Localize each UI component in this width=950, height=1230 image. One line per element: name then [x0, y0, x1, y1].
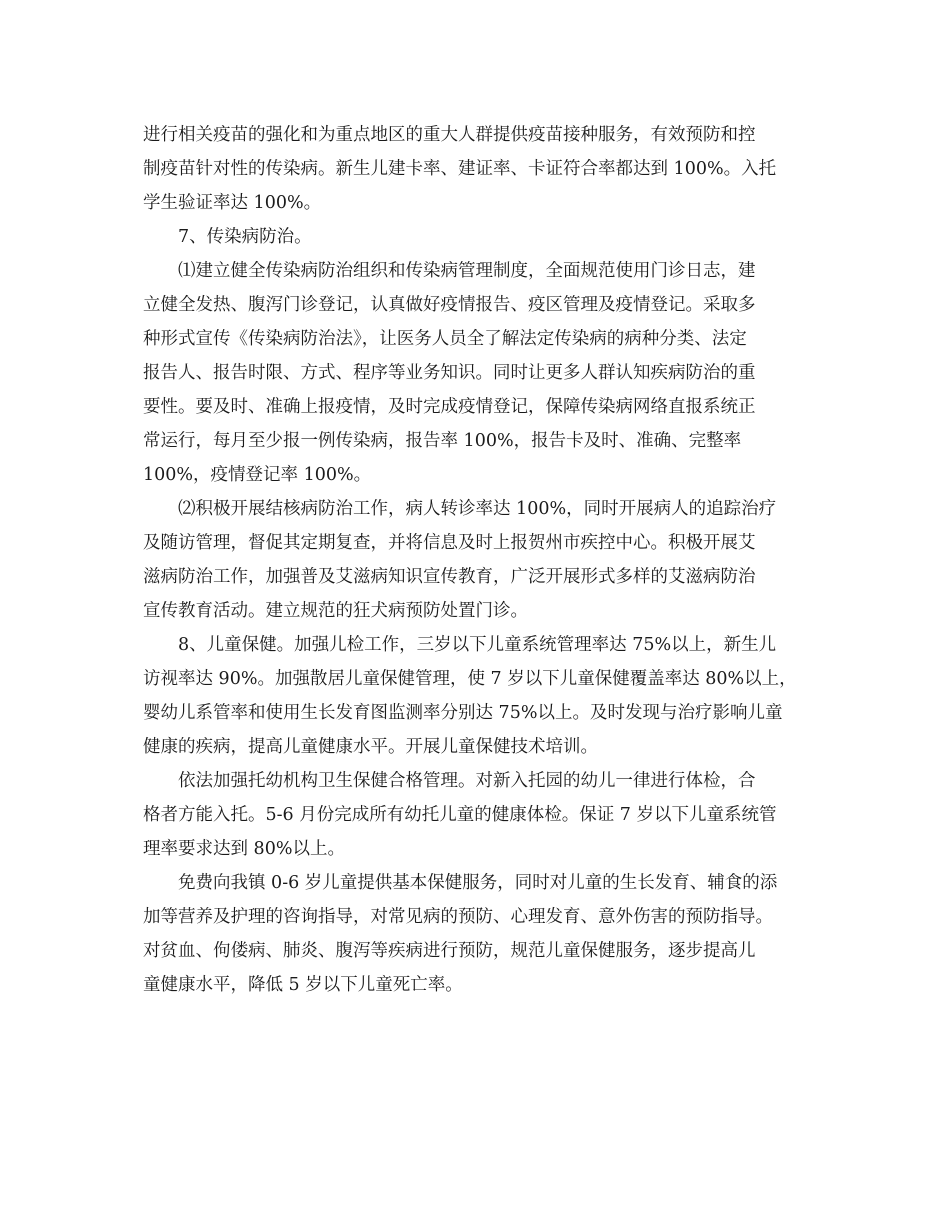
text-line: 报告人、报告时限、方式、程序等业务知识。同时让更多人群认知疾病防治的重 [143, 363, 756, 383]
text-line: 婴幼儿系管率和使用生长发育图监测率分别达 75%以上。及时发现与治疗影响儿童 [143, 703, 783, 723]
text-line: 理率要求达到 80%以上。 [143, 839, 345, 859]
text-line: ⑵积极开展结核病防治工作，病人转诊率达 100%，同时开展病人的追踪治疗 [178, 499, 777, 519]
text-line: 童健康水平，降低 5 岁以下儿童死亡率。 [143, 975, 463, 995]
text-line: 制疫苗针对性的传染病。新生儿建卡率、建证率、卡证符合率都达到 100%。入托 [143, 159, 777, 179]
text-line: 宣传教育活动。建立规范的狂犬病预防处置门诊。 [143, 601, 528, 621]
text-line: 及随访管理，督促其定期复查，并将信息及时上报贺州市疾控中心。积极开展艾 [143, 533, 756, 553]
text-line: 种形式宣传《传染病防治法》，让医务人员全了解法定传染病的病种分类、法定 [143, 329, 747, 349]
text-line: 进行相关疫苗的强化和为重点地区的重大人群提供疫苗接种服务，有效预防和控 [143, 125, 756, 145]
text-line: 免费向我镇 0-6 岁儿童提供基本保健服务，同时对儿童的生长发育、辅食的添 [178, 873, 778, 893]
document-body [143, 118, 813, 1002]
text-line: 对贫血、佝偻病、肺炎、腹泻等疾病进行预防，规范儿童保健服务，逐步提高儿 [143, 941, 756, 961]
text-line: 加等营养及护理的咨询指导，对常见病的预防、心理发育、意外伤害的预防指导。 [143, 907, 773, 927]
text-line: 8、儿童保健。加强儿检工作，三岁以下儿童系统管理率达 75%以上，新生儿 [178, 635, 777, 655]
text-line: 7、传染病防治。 [178, 227, 312, 247]
text-line: 立健全发热、腹泻门诊登记，认真做好疫情报告、疫区管理及疫情登记。采取多 [143, 295, 756, 315]
text-line: 学生验证率达 100%。 [143, 193, 322, 213]
text-line: ⑴建立健全传染病防治组织和传染病管理制度，全面规范使用门诊日志，建 [178, 261, 756, 281]
text-line: 要性。要及时、准确上报疫情，及时完成疫情登记，保障传染病网络直报系统正 [143, 397, 756, 417]
text-line: 依法加强托幼机构卫生保健合格管理。对新入托园的幼儿一律进行体检，合 [178, 771, 756, 791]
text-line: 访视率达 90%。加强散居儿童保健管理，使 7 岁以下儿童保健覆盖率达 80%以上， [143, 669, 797, 689]
text-line: 格者方能入托。5-6 月份完成所有幼托儿童的健康体检。保证 7 岁以下儿童系统管 [143, 805, 777, 825]
text-line: 健康的疾病，提高儿童健康水平。开展儿童保健技术培训。 [143, 737, 598, 757]
text-line: 常运行，每月至少报一例传染病，报告率 100%，报告卡及时、准确、完整率 [143, 431, 742, 451]
text-line: 滋病防治工作，加强普及艾滋病知识宣传教育，广泛开展形式多样的艾滋病防治 [143, 567, 756, 587]
text-line: 100%，疫情登记率 100%。 [143, 465, 372, 485]
